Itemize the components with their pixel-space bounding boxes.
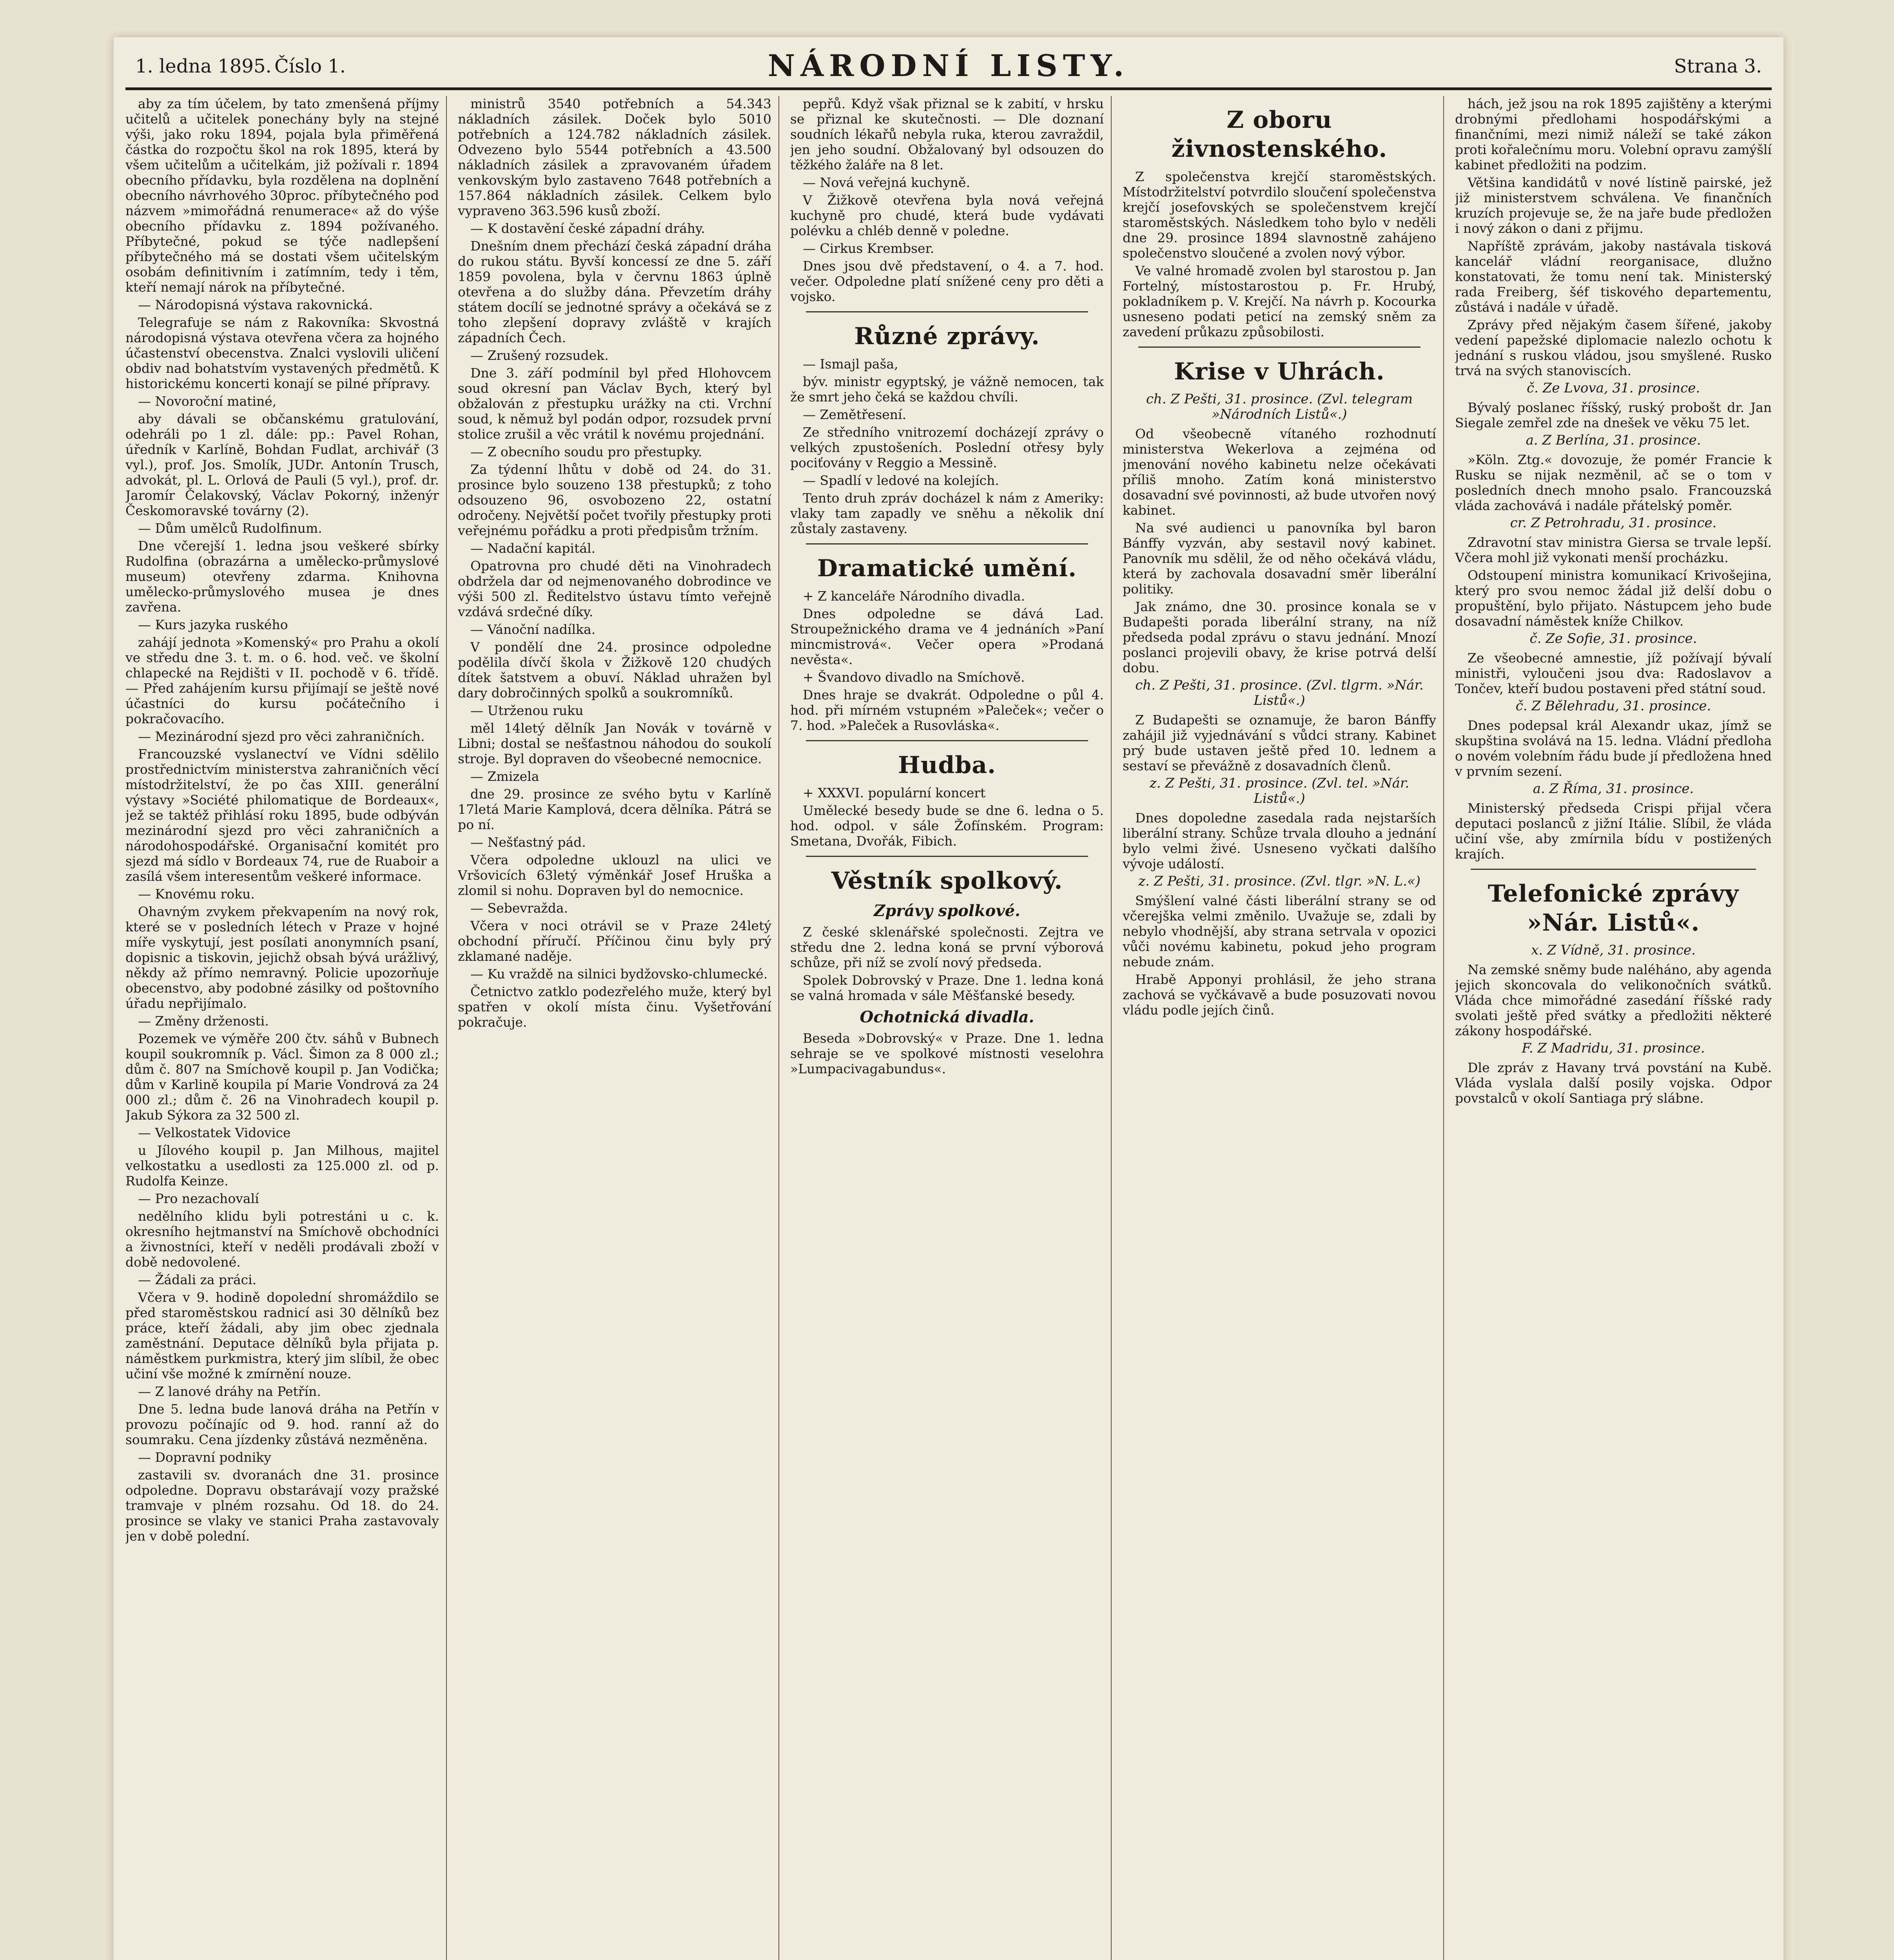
article-paragraph: Od všeobecně vítaného rozhodnutí ministerstva Wekerlova a zejména od jmenování nového kabinetu nelze očekávati příliš mnoho. Zatím koná ministerstvo dosavadní své povinnosti, až bude utvořen nový kabinet. [1123, 426, 1436, 518]
article-paragraph: aby dávali se občanskému gratulování, odehráli po 1 zl. dále: pp.: Pavel Rohan, úředník v Karlíně, Bohdan Fudlat, archivář (3 vyl.), prof. Jos. Smolík, JUDr. Antonín Trusch, advokát, pl. L. Orlová de Pauli (5 vyl.), prof. dr. Jaromír Čelakovský, Václav Pokorný, inženýr Českomoravské továrny (2). [125, 411, 439, 518]
section-title-hudba: Hudba. [898, 751, 996, 779]
subsection-title-zpravy-spolkove: Zprávy spolkové. [874, 902, 1020, 920]
article-heading: — Nová veřejná kuchyně. [803, 175, 971, 190]
subsection-title-ochotnicka-divadla: Ochotnická divadla. [860, 1008, 1034, 1026]
article-heading: — Vánoční nadílka. [470, 622, 596, 637]
article-paragraph: Ve valné hromadě zvolen byl starostou p. Jan Fortelný, místostarostou p. Fr. Hrubý, pokladníkem p. V. Krejčí. Na návrh p. Kocourka usneseno podati peticí na zemský sněm za zavedení průkazu způsobilosti. [1123, 263, 1436, 339]
article-heading: — Nadační kapitál. [470, 541, 595, 556]
article-paragraph: Včera v noci otrávil se v Praze 24letý obchodní příručí. Příčinou činu byly prý zklamané naděje. [458, 918, 771, 964]
article-heading: — Utrženou ruku [470, 703, 584, 718]
newspaper-page [114, 37, 1783, 1960]
article-paragraph: zastavili sv. dvoranách dne 31. prosince odpoledne. Dopravu obstarávají vozy pražské tramvaje v plném rozsahu. Od 18. do 24. prosince se vlaky ve stanici Praha zastavovaly jen v době polední. [125, 1467, 439, 1544]
article-paragraph: dne 29. prosince ze svého bytu v Karlíně 17letá Marie Kamplová, dcera dělníka. Pátrá se po ní. [458, 786, 771, 832]
article-heading: — Nešťastný pád. [470, 835, 586, 850]
section-title-ruzne-zpravy: Různé zprávy. [854, 323, 1040, 350]
article-heading: — Knovému roku. [138, 886, 255, 902]
article-paragraph: Napříště zprávám, jakoby nastávala tisková kancelář vládní reorganisace, dlužno konstatovati, že tomu není tak. Ministerský rada Freiberg, šéf tiskového departementu, zůstává i nadále v úřadě. [1455, 238, 1772, 315]
article-paragraph: nedělního klidu byli potrestáni u c. k. okresního hejtmanství na Smíchově obchodníci a živnostníci, kteří v neděli prodávali zboží v době nedovolené. [125, 1209, 439, 1270]
dateline: a. Z Berlína, 31. prosince. [1526, 432, 1701, 448]
article-paragraph: »Köln. Ztg.« dovozuje, že pomér Francie k Rusku se nijak nezměnil, ač se o tom v posledních dnech mnoho psalo. Francouzská vláda zachovává i nadále přátelský poměr. [1455, 452, 1772, 513]
masthead: NÁRODNÍ LISTY. [767, 48, 1130, 83]
article-paragraph: Z české sklenářské společnosti. Zejtra ve středu dne 2. ledna koná se první výborová schůze, při níž se zvolí nový předseda. [790, 924, 1104, 970]
article-paragraph: Odstoupení ministra komunikací Krivošejina, který pro svou nemoc žádal již delší dobu o propuštění, bylo přijato. Nástupcem jeho bude dosavadní náměstek kníže Chilkov. [1455, 568, 1772, 629]
page-number: Strana 3. [1674, 55, 1762, 77]
column-3 [790, 96, 1104, 1960]
article-paragraph: Včera odpoledne uklouzl na ulici ve Vršovicích 63letý výměnkář Josef Hruška a zlomil si nohu. Dopraven byl do nemocnice. [458, 852, 771, 898]
dateline: ch. Z Pešti, 31. prosince. (Zvl. tlgrm. »Nár. Listů«.) [1135, 677, 1424, 708]
article-paragraph: Dle zpráv z Havany trvá povstání na Kubě. Vláda vyslala další posily vojska. Odpor povstalců v okolí Santiaga prý slábne. [1455, 1060, 1772, 1106]
article-paragraph: Dnes podepsal král Alexandr ukaz, jímž se skupština svolává na 15. ledna. Vládní předloha o novém volebním řádu bude jí předložena hned v prvním sezení. [1455, 718, 1772, 779]
article-heading: — Velkostatek Vidovice [138, 1125, 291, 1140]
article-heading: — Z obecního soudu pro přestupky. [470, 444, 702, 459]
article-paragraph: Ze středního vnitrozemí docházejí zprávy o velkých zpustošeních. Poslední otřesy byly pociťovány v Reggio a Messině. [790, 425, 1104, 470]
article-paragraph: Včera v 9. hodině dopolední shromáždilo se před staroměstskou radnicí asi 30 dělníků bez práce, kteří žádali, aby jim obec zjednala zaměstnání. Deputace dělníků byla přijata p. náměstkem purkmistra, který jim slíbil, že obec učiní vše možné k zmírnění nouze. [125, 1290, 439, 1381]
article-paragraph: Dne 5. ledna bude lanová dráha na Petřín v provozu počínajíc od 9. hod. ranní až do soumraku. Cena jízdenky zůstává nezměněna. [125, 1401, 439, 1447]
article-paragraph: Dne včerejší 1. ledna jsou veškeré sbírky Rudolfina (obrazárna a umělecko-průmyslové museum) otevřeny zdarma. Knihovna umělecko-průmyslového musea je dnes zavřena. [125, 538, 439, 615]
column-rule [446, 96, 447, 1960]
column-rule [778, 96, 779, 1960]
column-rule [1443, 96, 1444, 1960]
page-header [125, 44, 1772, 90]
article-paragraph: Umělecké besedy bude se dne 6. ledna o 5. hod. odpol. v sále Žofínském. Program: Smetana, Dvořák, Fibich. [790, 803, 1104, 849]
article-paragraph: Dnes jsou dvě představení, o 4. a 7. hod. večer. Odpoledne platí snížené ceny pro děti a vojsko. [790, 258, 1104, 304]
article-heading: — Sebevražda. [470, 900, 568, 916]
dateline: a. Z Říma, 31. prosince. [1533, 781, 1694, 797]
dateline: č. Ze Sofie, 31. prosince. [1529, 631, 1697, 646]
section-title-krise-v-uhrach: Krise v Uhrách. [1174, 358, 1385, 385]
article-paragraph: pepřů. Když však přiznal se k zabití, v hrsku se přiznal ke skutečnosti. — Dle doznaní soudních lékařů nebyla ruka, kterou zavraždil, jen jeho soudní. Obžalovaný byl odsouzen do těžkého žaláře na 8 let. [790, 96, 1104, 172]
article-heading: — Z lanové dráhy na Petřín. [138, 1384, 321, 1399]
article-paragraph: Tento druh zpráv docházel k nám z Ameriky: vlaky tam zapadly ve sněhu a několik dní zůstaly zastaveny. [790, 490, 1104, 536]
section-title-dramaticke-umeni: Dramatické umění. [817, 555, 1077, 582]
article-paragraph: Francouzské vyslanectví ve Vídni sdělilo prostřednictvím ministerstva zahraničních věcí místodržitelství, že po čas XIII. generální výstavy »Société philomatique de Bordeaux«, jež se taktéž přihlásí roku 1895, bude odbýván mezinárodní sjezd pro věci zahraničních a národohospodářské. Organisační komitét pro sjezd má sídlo v Bordeaux 74, rue de Ruaboir a zasílá všem interesentům veškeré informace. [125, 746, 439, 884]
article-heading: — Dům umělců Rudolfinum. [138, 521, 322, 536]
issue-number: Číslo 1. [274, 55, 346, 77]
article-heading: — Mezinárodní sjezd pro věci zahraničních. [138, 729, 425, 744]
article-heading: + Švandovo divadlo na Smíchově. [803, 670, 1025, 685]
article-paragraph: aby za tím účelem, by tato zmenšená příjmy učitelů a učitelek ponechány byly na stejné výši, jako roku 1894, pojala byla přiměřená částka do rozpočtu škol na rok 1895, která by všem učitelům a učitelkám, již požívali r. 1894 obecního přídavku, byla rozdělena na doplnění obecního návrhového 30proc. příbytečného pod názvem »mimořádná renumerace« až do výše obecního přídavku z. 1894 požívaného. Příbytečné, pokud se týče nadlepšení příbytečného má se dostati všem učitelským osobám definitivním i zatímním, tedy i těm, kteří nemají nárok na příbytečné. [125, 96, 439, 295]
article-heading: — Pro nezachovalí [138, 1191, 259, 1206]
column-2 [458, 96, 771, 1960]
section-title-z-oboru-zivnostenskeho: Z oboru živnostenského. [1171, 106, 1388, 163]
article-paragraph: Pozemek ve výměře 200 čtv. sáhů v Bubnech koupil soukromník p. Václ. Šimon za 8 000 zl.; dům č. 807 na Smíchově koupil p. Jan Vodička; dům v Karlině koupila pí Marie Vondrová za 24 000 zl.; dům č. 26 na Vinohradech koupil p. Jakub Sýkora za 32 500 zl. [125, 1031, 439, 1123]
section-divider [1471, 869, 1756, 870]
article-paragraph: Beseda »Dobrovský« v Praze. Dne 1. ledna sehraje se ve spolkové místnosti veselohra »Lumpacivagabundus«. [790, 1031, 1104, 1076]
article-paragraph: u Jílového koupil p. Jan Milhous, majitel velkostatku a usedlosti za 125.000 zl. od p. Rudolfa Keinze. [125, 1143, 439, 1189]
article-heading: — Kurs jazyka ruského [138, 617, 288, 632]
section-divider [806, 543, 1088, 544]
article-paragraph: Z Budapešti se oznamuje, že baron Bánffy zahájil již vyjednávání s vůdci strany. Kabinet prý bude ustaven ještě před 10. lednem a sestaví se převážně z dosavadních členů. [1123, 712, 1436, 773]
article-paragraph: hách, jež jsou na rok 1895 zajištěny a kterými drobnými předlohami hospodářskými a finančními, mezi nimiž náleží se také zákon proti kořalečnímu moru. Volební opravu zamýšlí kabinet předložiti na podzim. [1455, 96, 1772, 172]
column-4 [1123, 96, 1436, 1960]
article-paragraph: Opatrovna pro chudé děti na Vinohradech obdržela dar od nejmenovaného dobrodince ve výši 500 zl. Ředitelstvo ústavu tímto veřejně vzdává srdečné díky. [458, 558, 771, 619]
article-paragraph: Telegrafuje se nám z Rakovníka: Skvostná národopisná výstava otevřena včera za hojného účastenství obecenstva. Znalci vyslovili uličení obdiv nad bohatstvím vystavených předmětů. K historickému koncerti konají se pilné přípravy. [125, 315, 439, 391]
article-paragraph: Dnes hraje se dvakrát. Odpoledne o půl 4. hod. při mírném vstupném »Paleček«; večer o 7. hod. »Paleček a Rusovláska«. [790, 687, 1104, 733]
dateline: x. Z Vídně, 31. prosince. [1531, 942, 1696, 958]
dateline: cr. Z Petrohradu, 31. prosince. [1510, 515, 1717, 531]
section-divider [806, 740, 1088, 741]
issue-date: 1. ledna 1895. [135, 55, 272, 77]
article-paragraph: Bývalý poslanec říšský, ruský probošt dr. Jan Siegale zemřel zde na dnešek ve věku 75 let. [1455, 400, 1772, 430]
article-paragraph: Ohavným zvykem překvapením na nový rok, které se v posledních létech v Praze v hojné míře vyskytují, jest posílati anonymních psaní, dopisnic a tiskovin, jejichž obsah bývá urážlivý, někdy až přímo nemravný. Policie upozorňuje obecenstvo, aby podobné zásilky od poštovního úřadu nepřijímalo. [125, 904, 439, 1011]
section-divider [1138, 347, 1420, 348]
column-rule [1111, 96, 1112, 1960]
article-heading: — K dostavění české západní dráhy. [470, 221, 705, 236]
article-paragraph: Ministerský předseda Crispi přijal včera deputaci poslanců z jižní Itálie. Slíbil, že vláda učiní vše, aby zmírnila bídu v postižených krajích. [1455, 800, 1772, 862]
article-paragraph: Četnictvo zatklo podezřelého muže, který byl spatřen v okolí místa činu. Vyšetřování pokračuje. [458, 984, 771, 1030]
article-paragraph: V Žižkově otevřena byla nová veřejná kuchyně pro chudé, která bude vydávati polévku a chléb denně v poledne. [790, 192, 1104, 238]
article-heading: + XXXVI. populární koncert [803, 785, 986, 800]
article-heading: — Cirkus Krembser. [803, 241, 934, 256]
dateline: ch. Z Pešti, 31. prosince. (Zvl. telegram »Národních Listů«.) [1146, 391, 1413, 422]
article-paragraph: Smýšlení valné části liberální strany se od včerejška velmi změnilo. Uvažuje se, zdali by nebylo vhodnější, aby strana setrvala v opozici vůči novému kabinetu, pokud jeho program nebude znám. [1123, 893, 1436, 969]
article-paragraph: Spolek Dobrovský v Praze. Dne 1. ledna koná se valná hromada v sále Měšťanské besedy. [790, 973, 1104, 1003]
article-paragraph: zahájí jednota »Komenský« pro Prahu a okolí ve středu dne 3. t. m. o 6. hod. več. ve školní chlapecké na Rejdišti v II. pochodě v 6. třídě. — Před zahájením kursu přijímají se ještě nové účastníci do kursu počátečního i pokračovacího. [125, 635, 439, 726]
dateline: z. Z Pešti, 31. prosince. (Zvl. tlgr. »N. L.«) [1138, 873, 1420, 889]
article-heading: + Z kanceláře Národního divadla. [803, 588, 1025, 604]
article-paragraph: Z společenstva krejčí staroměstských. Místodržitelství potvrdilo sloučení společenstva krejčí josefovských se společenstvem krejčí staroměstských. Následkem toho bylo v neděli dne 29. prosince 1894 slavnostně zahájeno společenstvo sloučené a zvolen nový výbor. [1123, 169, 1436, 261]
article-heading: — Ku vraždě na silnici bydžovsko-chlumecké. [470, 966, 768, 982]
article-paragraph: Dne 3. září podmínil byl před Hlohovcem soud okresní pan Václav Bych, který byl obžalován z přestupku urážky na cti. Vrchní soud, k němuž byl podán odpor, rozsudek první stolice zrušil a věc vrátil k novému projednání. [458, 365, 771, 442]
dateline: č. Ze Lvova, 31. prosince. [1526, 380, 1700, 396]
article-paragraph: Ze všeobecné amnestie, jíž požívají bývalí ministři, vyloučeni jsou dva: Radoslavov a Tončev, kteří budou postaveni před státní soud. [1455, 650, 1772, 696]
article-paragraph: Zdravotní stav ministra Giersa se trvale lepší. Včera mohl již vykonati menší procházku. [1455, 535, 1772, 565]
article-paragraph: Většina kandidátů v nové lístině pairské, jež již ministerstvem schválena. Ve finančních kruzích projevuje se, že na jaře bude předložen i nový zákon o dani z přijmu. [1455, 175, 1772, 236]
article-paragraph: V pondělí dne 24. prosince odpoledne podělila dívčí škola v Žižkově 120 chudých dítek šatstvem a obuví. Náklad uhražen byl dary dobročinných spolků a soukromníků. [458, 639, 771, 701]
article-paragraph: Zprávy před nějakým časem šířené, jakoby vedení papežské diplomacie nalezlo ochotu k jednání s ruskou vládou, jsou smyšlené. Rusko trvá na svých stanoviscích. [1455, 317, 1772, 378]
article-paragraph: Dnešním dnem přechází česká západní dráha do rukou státu. Byvší koncessí ze dne 5. září 1859 povolena, byla v červnu 1863 úplně otevřena a do služby dána. Převzetím dráhy státem docílí se jednotné správy a očekává se z toho zlepšení dopravy zvláště v krajích západních Čech. [458, 238, 771, 345]
article-heading: — Zrušený rozsudek. [470, 348, 609, 363]
article-heading: — Žádali za práci. [138, 1272, 257, 1287]
article-heading: — Spadlí v ledové na kolejích. [803, 473, 999, 488]
article-paragraph: měl 14letý dělník Jan Novák v továrně v Libni; dostal se nešťastnou náhodou do soukolí stroje. Byl dopraven do všeobecné nemocnice. [458, 720, 771, 766]
article-paragraph: Za týdenní lhůtu v době od 24. do 31. prosince bylo souzeno 138 přestupků; z toho odsouzeno 96, osvobozeno 22, ostatní odročeny. Největší počet tvořily přestupky proti veřejnému pořádku a proti předpisům tržním. [458, 462, 771, 538]
section-title-vestnik-spolkovy: Věstník spolkový. [831, 867, 1063, 895]
column-5 [1455, 96, 1772, 1960]
article-paragraph: Na své audienci u panovníka byl baron Bánffy vyzván, aby sestavil nový kabinet. Panovník mu sdělil, že od něho očekává vládu, která by zachovala dosavadní směr liberální politiky. [1123, 520, 1436, 597]
article-heading: — Změny drženosti. [138, 1013, 269, 1029]
column-1 [125, 96, 439, 1960]
article-heading: — Národopisná výstava rakovnická. [138, 297, 373, 312]
dateline: z. Z Pešti, 31. prosince. (Zvl. tel. »Nár. Listů«.) [1149, 775, 1410, 806]
article-paragraph: Na zemské sněmy bude naléháno, aby agenda jejich skoncovala do velikonočních svátků. Vláda chce mimořádné zasedání říšské rady svolati ještě před svátky a předložiti některé zákony hospodářské. [1455, 962, 1772, 1038]
section-divider [806, 856, 1088, 857]
section-divider [806, 311, 1088, 312]
section-title-telefonicke-zpravy: Telefonické zprávy »Nár. Listů«. [1488, 880, 1739, 936]
article-paragraph: býv. ministr egyptský, je vážně nemocen, tak že smrt jeho čeká se každou chvíli. [790, 374, 1104, 405]
article-paragraph: Dnes odpoledne se dává Lad. Stroupežnického drama ve 4 jednáních »Paní mincmistrová«. Večer opera »Prodaná nevěsta«. [790, 606, 1104, 667]
article-heading: — Novoroční matiné, [138, 394, 277, 409]
dateline: F. Z Madridu, 31. prosince. [1522, 1040, 1705, 1056]
article-heading: — Dopravní podniky [138, 1450, 271, 1465]
article-heading: — Zmizela [470, 769, 539, 784]
article-paragraph: Jak známo, dne 30. prosince konala se v Budapešti porada liberální strany, na níž předseda podal zprávu o stavu jednání. Mnozí poslanci projevili obavy, že krise potrvá delší dobu. [1123, 599, 1436, 675]
article-paragraph: Dnes dopoledne zasedala rada nejstarších liberální strany. Schůze trvala dlouho a jednání bylo velmi živé. Usneseno vyčkati dalšího vývoje událostí. [1123, 810, 1436, 871]
article-paragraph: Hrabě Apponyi prohlásil, že jeho strana zachová se vyčkávavě a bude posuzovati novou vládu podle jejích činů. [1123, 972, 1436, 1018]
article-heading: — Zemětřesení. [803, 407, 907, 422]
dateline: č. Z Bělehradu, 31. prosince. [1515, 698, 1711, 714]
article-heading: — Ismajl paša, [803, 356, 898, 372]
article-paragraph: ministrů 3540 potřebních a 54.343 nákladních zásilek. Doček bylo 5010 potřebních a 124.782 nákladních zásilek. Odvezeno bylo 5544 potřebních a 43.500 nákladních zásilek a zpravovaném úřadem venkovským bylo zastaveno 7648 potřebních a 157.864 nákladních zásilek. Celkem bylo vypraveno 363.596 kusů zboží. [458, 96, 771, 218]
